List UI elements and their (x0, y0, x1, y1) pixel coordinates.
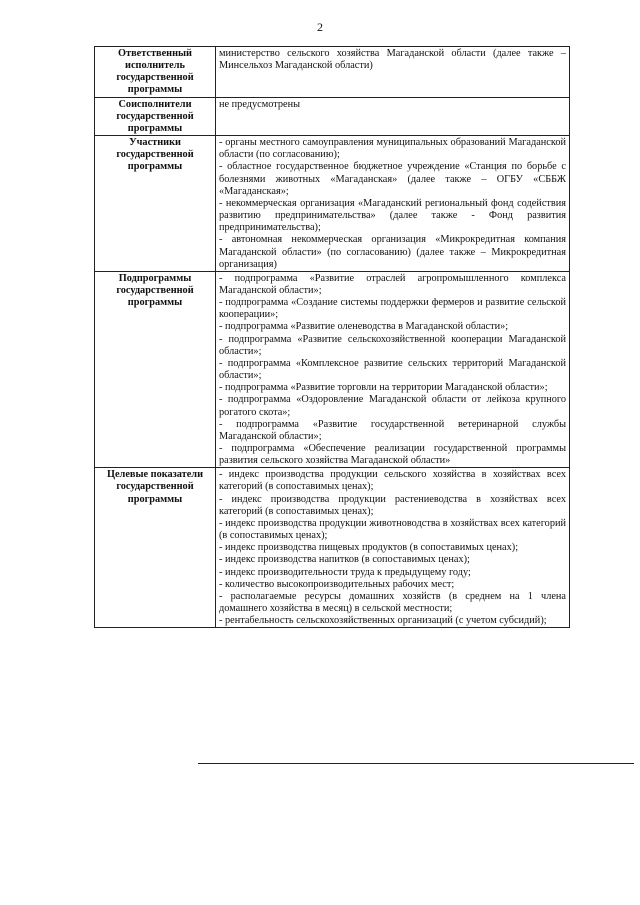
row-label: Подпрограммы государственной программы (95, 271, 216, 468)
value-line: - индекс производительности труда к предыдущему году; (219, 566, 471, 578)
row-value (216, 97, 570, 135)
value-line: - подпрограмма «Обеспечение реализации государственной программы развития сельского хозяйства Магаданской области» (219, 443, 566, 467)
value-line: - подпрограмма «Развитие государственной ветеринарной службы Магаданской области»; (219, 418, 566, 442)
value-line: - подпрограмма «Развитие торговли на территории Магаданской области»; (219, 382, 548, 394)
page-number: 2 (317, 20, 323, 34)
value-line: - подпрограмма «Оздоровление Магаданской области от лейкоза крупного рогатого скота»; (219, 394, 566, 418)
value-line: - подпрограмма «Комплексное развитие сельских территорий Магаданской области»; (219, 357, 566, 382)
table-row-participants (95, 136, 570, 272)
value-line: - подпрограмма «Развитие отраслей агропромышленного комплекса Магаданской области»; (219, 272, 566, 296)
value-line: - располагаемые ресурсы домашних хозяйств (в среднем на 1 члена домашнего хозяйства в месяц) в сельской местности; (219, 590, 566, 615)
row-value (216, 468, 570, 628)
value-line: - подпрограмма «Развитие сельскохозяйственной кооперации Магаданской области»; (219, 333, 566, 357)
value-line: министерство сельского хозяйства Магаданской области (далее также – Минсельхоз Магаданской области) (219, 48, 566, 72)
table-row-subprograms (95, 271, 570, 468)
value-line: - индекс производства продукции животноводства в хозяйствах всех категорий (в сопоставимых ценах); (219, 517, 566, 542)
value-line: - количество высокопроизводительных рабочих мест; (219, 578, 455, 590)
value-line: - рентабельность сельскохозяйственных организаций (с учетом субсидий); (219, 615, 547, 627)
row-label: Целевые показатели государственной программы (95, 468, 216, 628)
value-line: - органы местного самоуправления муниципальных образований Магаданской области (по согласованию); (219, 137, 566, 161)
value-line: - подпрограмма «Развитие оленеводства в Магаданской области»; (219, 321, 509, 333)
row-value (216, 136, 570, 272)
value-line: - индекс производства продукции растениеводства в хозяйствах всех категорий (в сопоставимых ценах); (219, 493, 566, 517)
value-line: не предусмотрены (219, 98, 301, 110)
value-line: - индекс производства продукции сельского хозяйства в хозяйствах всех категорий (в сопоставимых ценах); (219, 469, 566, 493)
value-line: - областное государственное бюджетное учреждение «Станция по борьбе с болезнями животных «Магаданская» (далее также – ОГБУ «СББЖ «Магаданская»; (219, 161, 566, 197)
row-value (216, 271, 570, 468)
row-label: Участники государственной программы (95, 136, 216, 272)
value-line: - автономная некоммерческая организация «Микрокредитная компания Магаданской области» (по согласованию) (далее также – Микрокредитная организация) (219, 234, 566, 270)
row-label: Ответственный исполнитель государственной программы (95, 47, 216, 98)
value-line: - некоммерческая организация «Магаданский региональный фонд содействия развитию предпринимательства» (далее также - Фонд развития предпринимательства); (219, 197, 566, 234)
row-value (216, 47, 570, 98)
value-line: - индекс производства напитков (в сопоставимых ценах); (219, 554, 470, 566)
row-label: Соисполнители государственной программы (95, 97, 216, 135)
table-row-co-executors (95, 97, 570, 135)
value-line: - индекс производства пищевых продуктов (в сопоставимых ценах); (219, 542, 519, 554)
table-row-target-indicators (95, 468, 570, 628)
footnote-divider (198, 763, 634, 764)
program-passport-table (94, 46, 570, 628)
table-row-responsible-executor (95, 47, 570, 98)
value-line: - подпрограмма «Создание системы поддержки фермеров и развитие сельской кооперации»; (219, 297, 566, 321)
